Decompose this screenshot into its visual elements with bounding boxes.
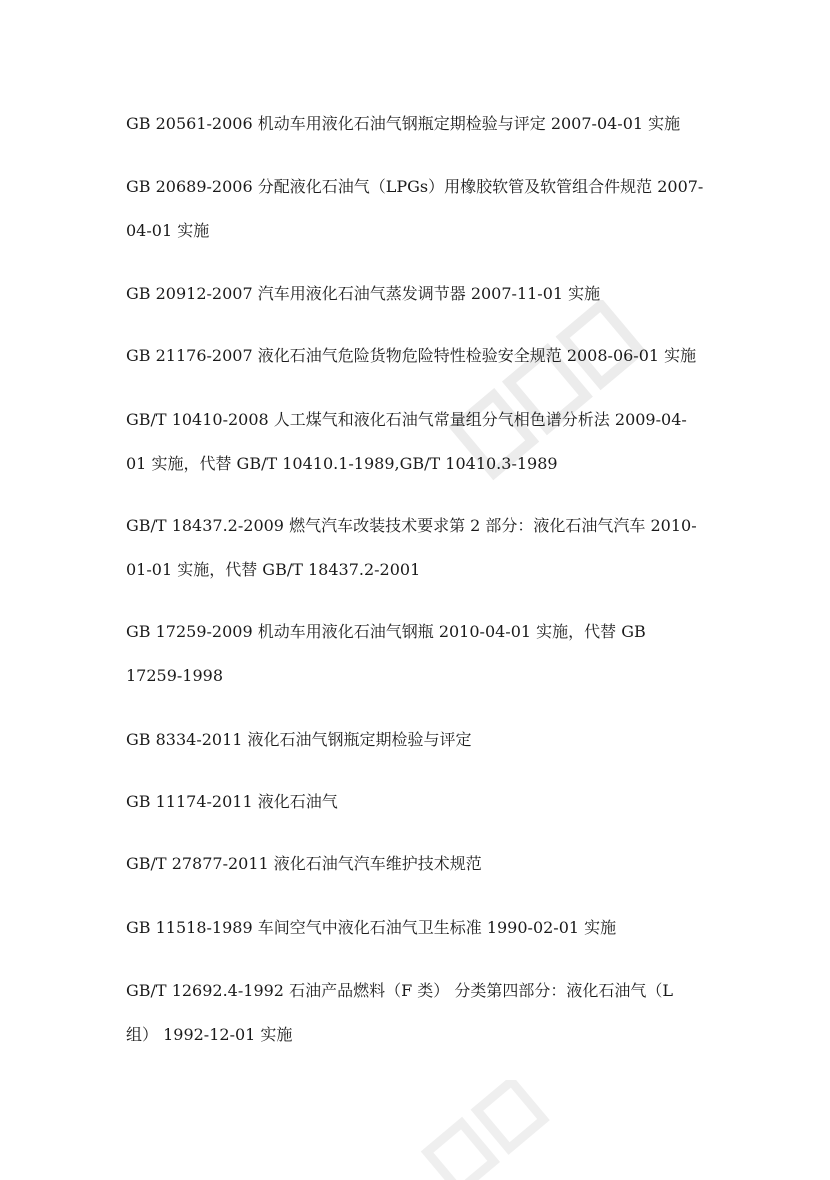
standard-entry: GB 11518-1989 车间空气中液化石油气卫生标准 1990-02-01 实施	[126, 918, 617, 937]
standard-entry: GB/T 12692.4-1992 石油产品燃料（F 类） 分类第四部分：液化石油气（L 组） 1992-12-01 实施	[126, 981, 673, 1044]
watermark-graphic-bottom	[380, 1080, 620, 1180]
standard-entry: GB 11174-2011 液化石油气	[126, 792, 338, 811]
standard-entry: GB/T 18437.2-2009 燃气汽车改装技术要求第 2 部分：液化石油气汽车 2010-01-01 实施，代替 GB/T 18437.2-2001	[126, 516, 697, 579]
standard-entry: GB 8334-2011 液化石油气钢瓶定期检验与评定	[126, 730, 472, 749]
standard-entry: GB 17259-2009 机动车用液化石油气钢瓶 2010-04-01 实施，代替 GB 17259-1998	[126, 622, 646, 685]
standard-entry: GB 21176-2007 液化石油气危险货物危险特性检验安全规范 2008-06-01 实施	[126, 346, 697, 365]
standard-entry: GB 20912-2007 汽车用液化石油气蒸发调节器 2007-11-01 实施	[126, 284, 601, 303]
standard-entry: GB 20561-2006 机动车用液化石油气钢瓶定期检验与评定 2007-04-01 实施	[126, 114, 681, 133]
standard-entry: GB/T 10410-2008 人工煤气和液化石油气常量组分气相色谱分析法 2009-04-01 实施，代替 GB/T 10410.1-1989,GB/T 10410.3-1989	[126, 410, 687, 473]
standard-entry: GB 20689-2006 分配液化石油气（LPGs）用橡胶软管及软管组合件规范 2007-04-01 实施	[126, 177, 704, 240]
standard-entry: GB/T 27877-2011 液化石油气汽车维护技术规范	[126, 854, 482, 873]
